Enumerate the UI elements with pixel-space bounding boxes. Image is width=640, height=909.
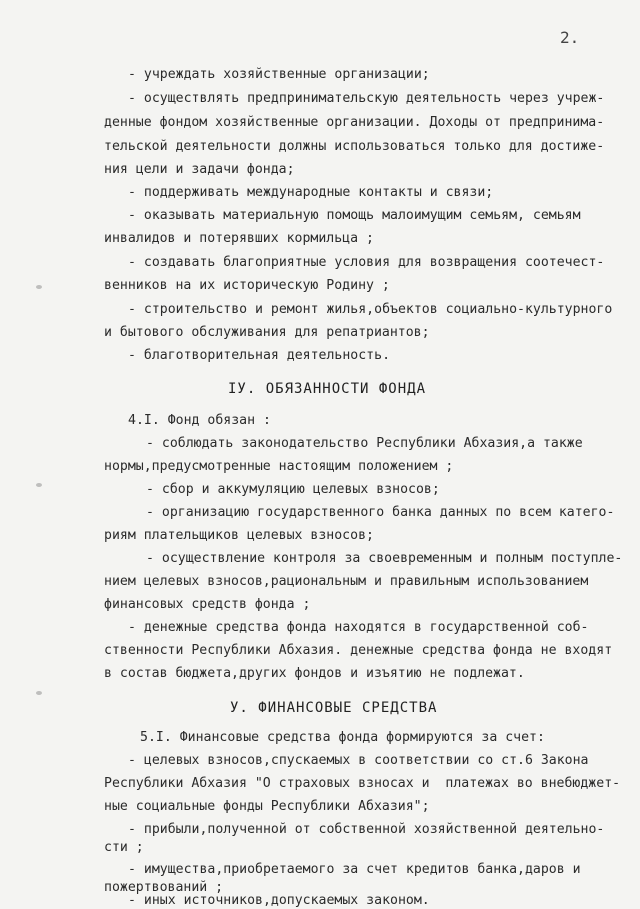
text-line: венников на их историческую Родину ; — [104, 278, 390, 293]
text-line: - прибыли,полученной от собственной хозяйственной деятельно- — [128, 822, 605, 837]
section-heading: У. ФИНАНСОВЫЕ СРЕДСТВА — [230, 700, 438, 716]
text-line: - сбор и аккумуляцию целевых взносов; — [146, 482, 440, 497]
text-line: - организацию государственного банка данных по всем катего- — [146, 505, 615, 520]
text-line: - строительство и ремонт жилья,объектов социально-культурного — [128, 302, 613, 317]
text-line: сти ; — [104, 840, 144, 855]
text-line: ния цели и задачи фонда; — [104, 162, 295, 177]
text-line: - благотворительная деятельность. — [128, 348, 391, 363]
text-line: нием целевых взносов,рациональным и правильным использованием — [104, 574, 589, 589]
text-line: - учреждать хозяйственные организации; — [128, 67, 430, 82]
text-line: риям плательщиков целевых взносов; — [104, 528, 374, 543]
page-number: 2. — [560, 28, 580, 47]
punch-hole-mark — [36, 483, 42, 487]
text-line: - осуществлять предпринимательскую деятельность через учреж- — [128, 91, 605, 106]
text-line: - имущества,приобретаемого за счет кредитов банка,даров и — [128, 862, 581, 877]
text-line: - поддерживать международные контакты и связи; — [128, 185, 494, 200]
text-line: ственности Республики Абхазия. денежные средства фонда не входят — [104, 643, 613, 658]
text-line: инвалидов и потерявших кормильца ; — [104, 231, 374, 246]
text-line: - осуществление контроля за своевременным и полным поступле- — [146, 551, 623, 566]
text-line: 5.I. Финансовые средства фонда формируются за счет: — [140, 730, 545, 745]
text-line: денные фондом хозяйственные организации. Доходы от предпринима- — [104, 115, 605, 130]
text-line: Республики Абхазия "О страховых взносах и платежах во внебюджет- — [104, 776, 621, 791]
text-line: - иных источников,допускаемых законом. — [128, 893, 430, 908]
text-line: - целевых взносов,спускаемых в соответствии со ст.6 Закона — [128, 753, 589, 768]
text-line: и бытового обслуживания для репатриантов; — [104, 325, 430, 340]
text-line: в состав бюджета,других фондов и изъятию не подлежат. — [104, 666, 525, 681]
text-line: - оказывать материальную помощь малоимущим семьям, семьям — [128, 208, 581, 223]
text-line: тельской деятельности должны использоваться только для достиже- — [104, 139, 605, 154]
text-line: - соблюдать законодательство Республики Абхазия,а также — [146, 436, 583, 451]
section-heading: IУ. ОБЯЗАННОСТИ ФОНДА — [228, 381, 427, 397]
text-line: ные социальные фонды Республики Абхазия"; — [104, 799, 430, 814]
punch-hole-mark — [36, 285, 42, 289]
punch-hole-mark — [36, 691, 42, 695]
text-line: - создавать благоприятные условия для возвращения соотечест- — [128, 255, 605, 270]
text-line: - денежные средства фонда находятся в государственной соб- — [128, 620, 589, 635]
text-line: пожертвований ; — [104, 880, 224, 895]
text-line: нормы,предусмотренные настоящим положением ; — [104, 459, 454, 474]
text-line: 4.I. Фонд обязан : — [128, 413, 271, 428]
text-line: финансовых средств фонда ; — [104, 597, 311, 612]
